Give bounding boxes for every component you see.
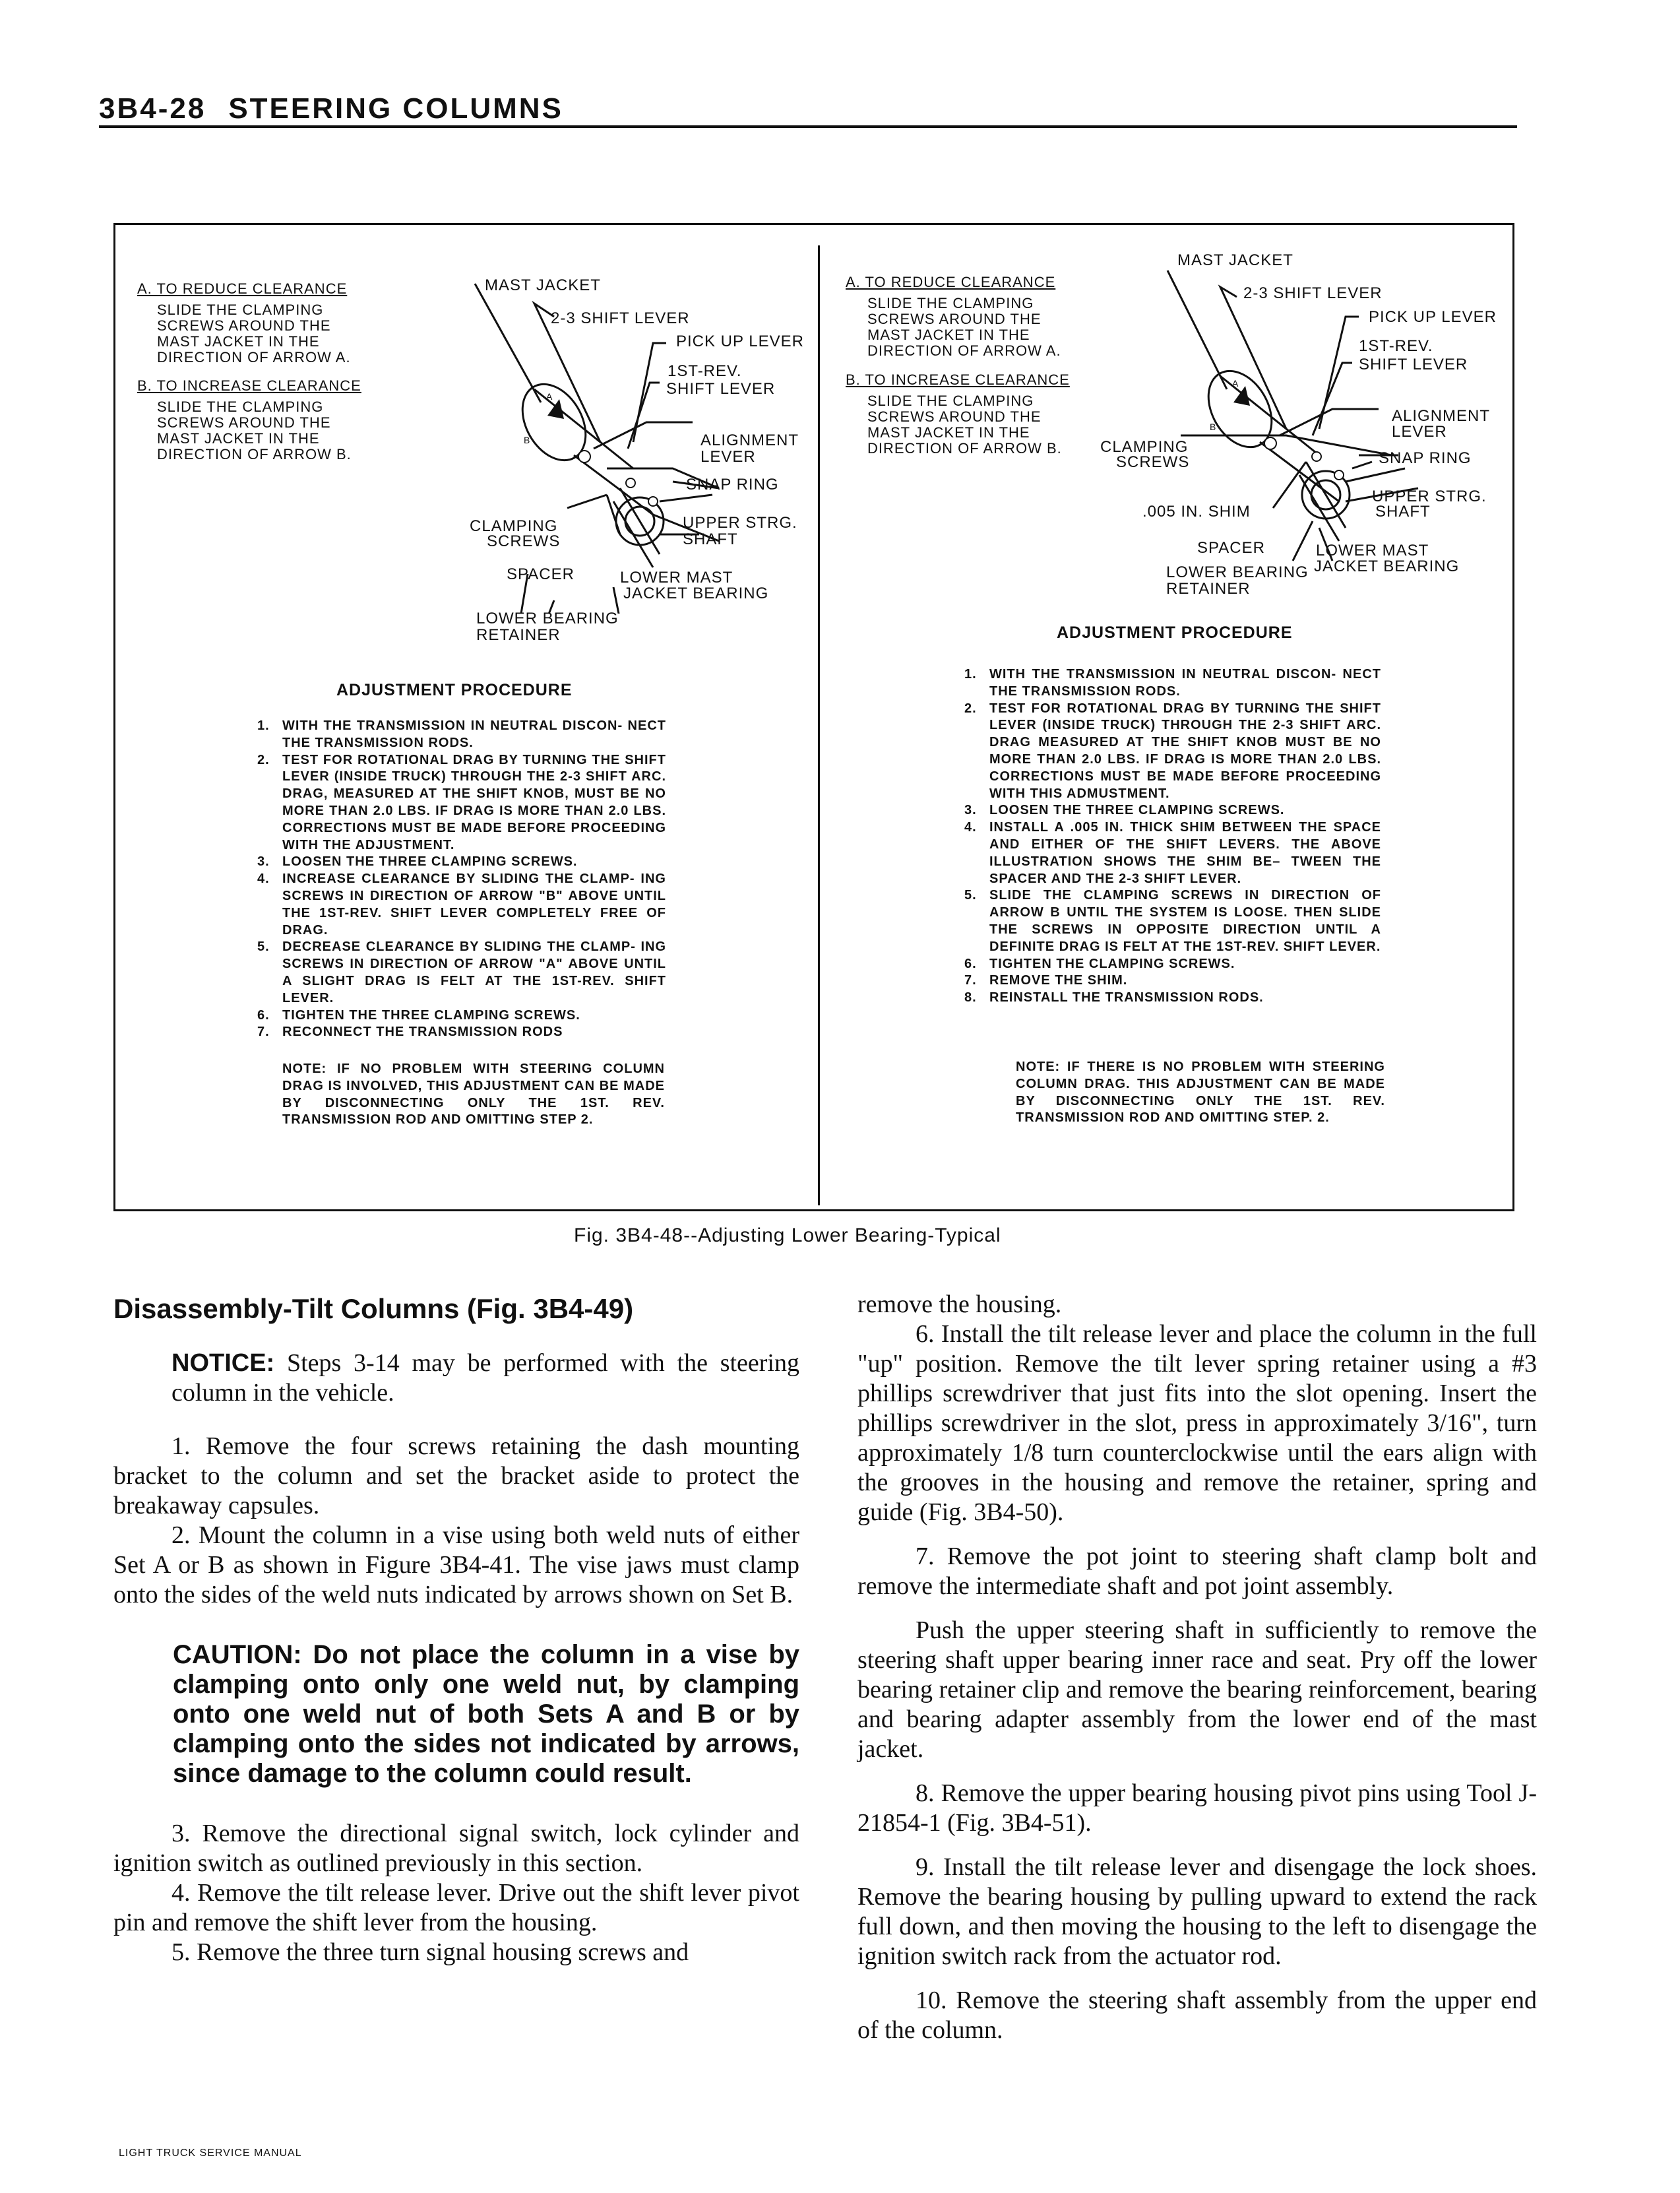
step-paragraph: 8. Remove the upper bearing housing pivot pins using Tool J-21854-1 (Fig. 3B4-51). [857, 1779, 1537, 1837]
left-procedure-note: NOTE: IF NO PROBLEM WITH STEERING COLUMN DRAG IS INVOLVED, THIS ADJUSTMENT CAN BE MADE BY DISCONNECTING ONLY THE 1ST. REV. TRANSMISSION ROD AND OMITTING STEP 2. [282, 1062, 665, 1128]
right-step: 2. TEST FOR ROTATIONAL DRAG BY TURNING THE SHIFT LEVER (INSIDE TRUCK) THROUGH THE 2-3 SHIFT ARC. DRAG MEASURED AT THE SHIFT KNOB MUST BE NO MORE THAN 2.0 LBS. IF DRAG IS MORE THAN 2.0 LBS. CORRECTIONS MUST BE MADE BEFORE PROCEEDING WITH THIS ADMUSTMENT. [964, 701, 1381, 801]
right-label-shift-lever: SHIFT LEVER [1359, 356, 1468, 373]
left-reduce-text: SLIDE THE CLAMPING SCREWS AROUND THE MAST JACKET IN THE DIRECTION OF ARROW A. [157, 302, 351, 366]
left-label-alignment: ALIGNMENT [700, 431, 799, 449]
right-label-snap-ring: SNAP RING [1379, 449, 1472, 467]
left-step: 5. DECREASE CLEARANCE BY SLIDING THE CLAMP- ING SCREWS IN DIRECTION OF ARROW "A" ABOVE UNTIL A SLIGHT DRAG IS FELT AT THE 1ST-REV. SHIFT LEVER. [257, 939, 666, 1005]
right-label-pick-up-lever: PICK UP LEVER [1369, 308, 1497, 326]
right-label-alignment: ALIGNMENT [1392, 407, 1491, 425]
right-step: 4. INSTALL A .005 IN. THICK SHIM BETWEEN THE SPACE AND EITHER OF THE SHIFT LEVERS. THE ABOVE ILLUSTRATION SHOWS THE SHIM BE– TWEEN THE SPACER AND THE 2-3 SHIFT LEVER. [964, 820, 1381, 886]
right-label-screws: SCREWS [1116, 453, 1190, 471]
right-label-shim: .005 IN. SHIM [1142, 503, 1251, 521]
left-step: 3. LOOSEN THE THREE CLAMPING SCREWS. [257, 854, 578, 870]
left-label-lever: LEVER [700, 448, 756, 466]
right-procedure-note: NOTE: IF THERE IS NO PROBLEM WITH STEERING COLUMN DRAG. THIS ADJUSTMENT CAN BE MADE BY DISCONNECTING ONLY THE 1ST. REV. TRANSMISSION ROD AND OMITTING STEP. 2. [1016, 1060, 1385, 1126]
left-procedure-title: ADJUSTMENT PROCEDURE [336, 681, 573, 699]
left-label-23-shift-lever: 2-3 SHIFT LEVER [551, 309, 690, 327]
right-label-first-rev: 1ST-REV. [1359, 337, 1433, 355]
right-step: 8. REINSTALL THE TRANSMISSION RODS. [964, 990, 1264, 1005]
step-paragraph: 9. Install the tilt release lever and disengage the lock shoes. Remove the bearing housing by pulling upward to extend the rack full down, and then moving the housing to the left to disengage the ignition switch rack from the actuator rod. [857, 1853, 1537, 1970]
page-footer: LIGHT TRUCK SERVICE MANUAL [119, 2147, 302, 2159]
left-label-spacer: SPACER [507, 565, 575, 583]
figure-caption: Fig. 3B4-48--Adjusting Lower Bearing-Typical [574, 1224, 1001, 1246]
section-title: STEERING COLUMNS [228, 92, 563, 125]
left-step: 1. WITH THE TRANSMISSION IN NEUTRAL DISCON- NECT THE TRANSMISSION RODS. [257, 718, 666, 750]
right-arrow-b-label: B [1210, 422, 1216, 432]
right-reduce-text: SLIDE THE CLAMPING SCREWS AROUND THE MAST JACKET IN THE DIRECTION OF ARROW A. [867, 295, 1061, 359]
step-paragraph: 2. Mount the column in a vise using both weld nuts of either Set A or B as shown in Figure 3B4-41. The vise jaws must clamp onto the sides of the weld nuts indicated by arrows shown on Set B. [113, 1521, 799, 1608]
left-label-shift-lever: SHIFT LEVER [666, 380, 776, 398]
left-step: 2. TEST FOR ROTATIONAL DRAG BY TURNING THE SHIFT LEVER (INSIDE TRUCK) THROUGH THE 2-3 SHIFT ARC. DRAG, MEASURED AT THE SHIFT KNOB, MUST BE NO MORE THAN 2.0 LBS. IF DRAG IS MORE THAN 2.0 LBS. CORRECTIONS MUST BE MADE BEFORE PROCEEDING WITH THE ADJUSTMENT. [257, 752, 666, 852]
right-label-retainer: RETAINER [1166, 580, 1251, 598]
right-label-lever: LEVER [1392, 423, 1447, 441]
left-increase-text: SLIDE THE CLAMPING SCREWS AROUND THE MAST JACKET IN THE DIRECTION OF ARROW B. [157, 398, 352, 462]
header-rule [99, 125, 1517, 128]
left-arrow-a-label: A [546, 391, 553, 402]
step-paragraph: 1. Remove the four screws retaining the dash mounting bracket to the column and set the bracket aside to protect the breakaway capsules. [113, 1432, 799, 1519]
right-label-upper-strg: UPPER STRG. [1372, 488, 1487, 505]
right-label-spacer: SPACER [1197, 539, 1265, 557]
caution-box: CAUTION: Do not place the column in a vise by clamping onto only one weld nut, by clamping onto one weld nut of both Sets A and B or by clamping onto the sides not indicated by arrows, since damage to the column could result. [173, 1640, 799, 1788]
right-label-clamping: CLAMPING [1100, 438, 1189, 456]
page-header [99, 92, 563, 125]
notice-paragraph: NOTICE: Steps 3-14 may be performed with the steering column in the vehicle. [171, 1349, 799, 1407]
left-label-pick-up-lever: PICK UP LEVER [676, 333, 804, 350]
right-increase-heading: B. TO INCREASE CLEARANCE [846, 371, 1070, 388]
step-paragraph: 7. Remove the pot joint to steering shaft clamp bolt and remove the intermediate shaft and pot joint assembly. [857, 1542, 1537, 1600]
right-label-lower-bearing: LOWER BEARING [1166, 563, 1309, 581]
left-label-first-rev: 1ST-REV. [668, 362, 742, 380]
left-label-snap-ring: SNAP RING [686, 476, 779, 493]
left-label-mast-jacket: MAST JACKET [485, 276, 601, 294]
left-step: 7. RECONNECT THE TRANSMISSION RODS [257, 1025, 563, 1040]
right-procedure-steps [964, 666, 1381, 1007]
left-procedure-steps [257, 718, 666, 1041]
right-label-23-shift-lever: 2-3 SHIFT LEVER [1243, 284, 1383, 302]
right-label-lower-mast: LOWER MAST [1316, 542, 1429, 559]
left-label-clamping: CLAMPING [470, 517, 558, 535]
right-reduce-heading: A. TO REDUCE CLEARANCE [846, 274, 1056, 290]
right-label-shaft: SHAFT [1375, 503, 1431, 521]
right-label-mast-jacket: MAST JACKET [1177, 251, 1293, 269]
right-increase-text: SLIDE THE CLAMPING SCREWS AROUND THE MAST JACKET IN THE DIRECTION OF ARROW B. [867, 393, 1062, 457]
left-label-lower-mast: LOWER MAST [620, 569, 733, 587]
right-step: 1. WITH THE TRANSMISSION IN NEUTRAL DISCON- NECT THE TRANSMISSION RODS. [964, 667, 1381, 699]
left-label-lower-bearing: LOWER BEARING [476, 610, 619, 627]
step-paragraph: Push the upper steering shaft in sufficiently to remove the steering shaft upper bearing inner race and seat. Pry off the lower bearing retainer clip and remove the bearing reinforcement, bearing and bearing adapter assembly from the lower end of the mast jacket. [857, 1616, 1537, 1763]
left-step: 6. TIGHTEN THE THREE CLAMPING SCREWS. [257, 1007, 580, 1023]
left-increase-heading: B. TO INCREASE CLEARANCE [137, 377, 361, 394]
step-paragraph: 10. Remove the steering shaft assembly from the upper end of the column. [857, 1986, 1537, 2044]
left-label-retainer: RETAINER [476, 626, 561, 644]
step-paragraph: 5. Remove the three turn signal housing screws and [171, 1938, 689, 1966]
continuation-paragraph: remove the housing. [857, 1290, 1062, 1318]
right-step: 5. SLIDE THE CLAMPING SCREWS IN DIRECTION OF ARROW B UNTIL THE SYSTEM IS LOOSE. THEN SLIDE THE SCREWS IN OPPOSITE DIRECTION UNTIL A DEFINITE DRAG IS FELT AT THE 1ST-REV. SHIFT LEVER. [964, 888, 1381, 954]
step-paragraph: 3. Remove the directional signal switch, lock cylinder and ignition switch as outlined previously in this section. [113, 1820, 799, 1877]
left-label-shaft: SHAFT [683, 530, 738, 548]
left-reduce-heading: A. TO REDUCE CLEARANCE [137, 280, 348, 297]
left-step: 4. INCREASE CLEARANCE BY SLIDING THE CLAMP- ING SCREWS IN DIRECTION OF ARROW "B" ABOVE UNTIL THE 1ST-REV. SHIFT LEVER COMPLETELY FREE OF DRAG. [257, 872, 666, 938]
left-label-screws: SCREWS [487, 532, 561, 550]
right-step: 3. LOOSEN THE THREE CLAMPING SCREWS. [964, 803, 1285, 818]
section-heading: Disassembly-Tilt Columns (Fig. 3B4-49) [113, 1293, 634, 1324]
right-arrow-a-label: A [1232, 378, 1239, 389]
right-procedure-title: ADJUSTMENT PROCEDURE [1057, 623, 1293, 642]
step-paragraph: 6. Install the tilt release lever and place the column in the full "up" position. Remove the tilt lever spring retainer using a #3 phillips screwdriver that just fits into the slot opening. Insert the phillips screwdriver in the slot, press in approximately 3/16", turn approximately 1/8 turn counterclockwise until the ears align with the grooves in the housing and remove the retainer, spring and guide (Fig. 3B4-50). [857, 1320, 1537, 1526]
step-paragraph: 4. Remove the tilt release lever. Drive out the shift lever pivot pin and remove the shift lever from the housing. [113, 1879, 799, 1936]
left-label-jacket-bearing: JACKET BEARING [623, 585, 769, 602]
left-arrow-b-label: B [524, 435, 530, 445]
right-step: 7. REMOVE THE SHIM. [964, 973, 1128, 988]
section-number: 3B4-28 [99, 92, 206, 125]
right-label-jacket-bearing: JACKET BEARING [1314, 557, 1460, 575]
body-left-column [113, 1293, 799, 1967]
right-step: 6. TIGHTEN THE CLAMPING SCREWS. [964, 956, 1235, 971]
left-label-upper-strg: UPPER STRG. [683, 514, 797, 532]
body-right-column [857, 1290, 1537, 2045]
